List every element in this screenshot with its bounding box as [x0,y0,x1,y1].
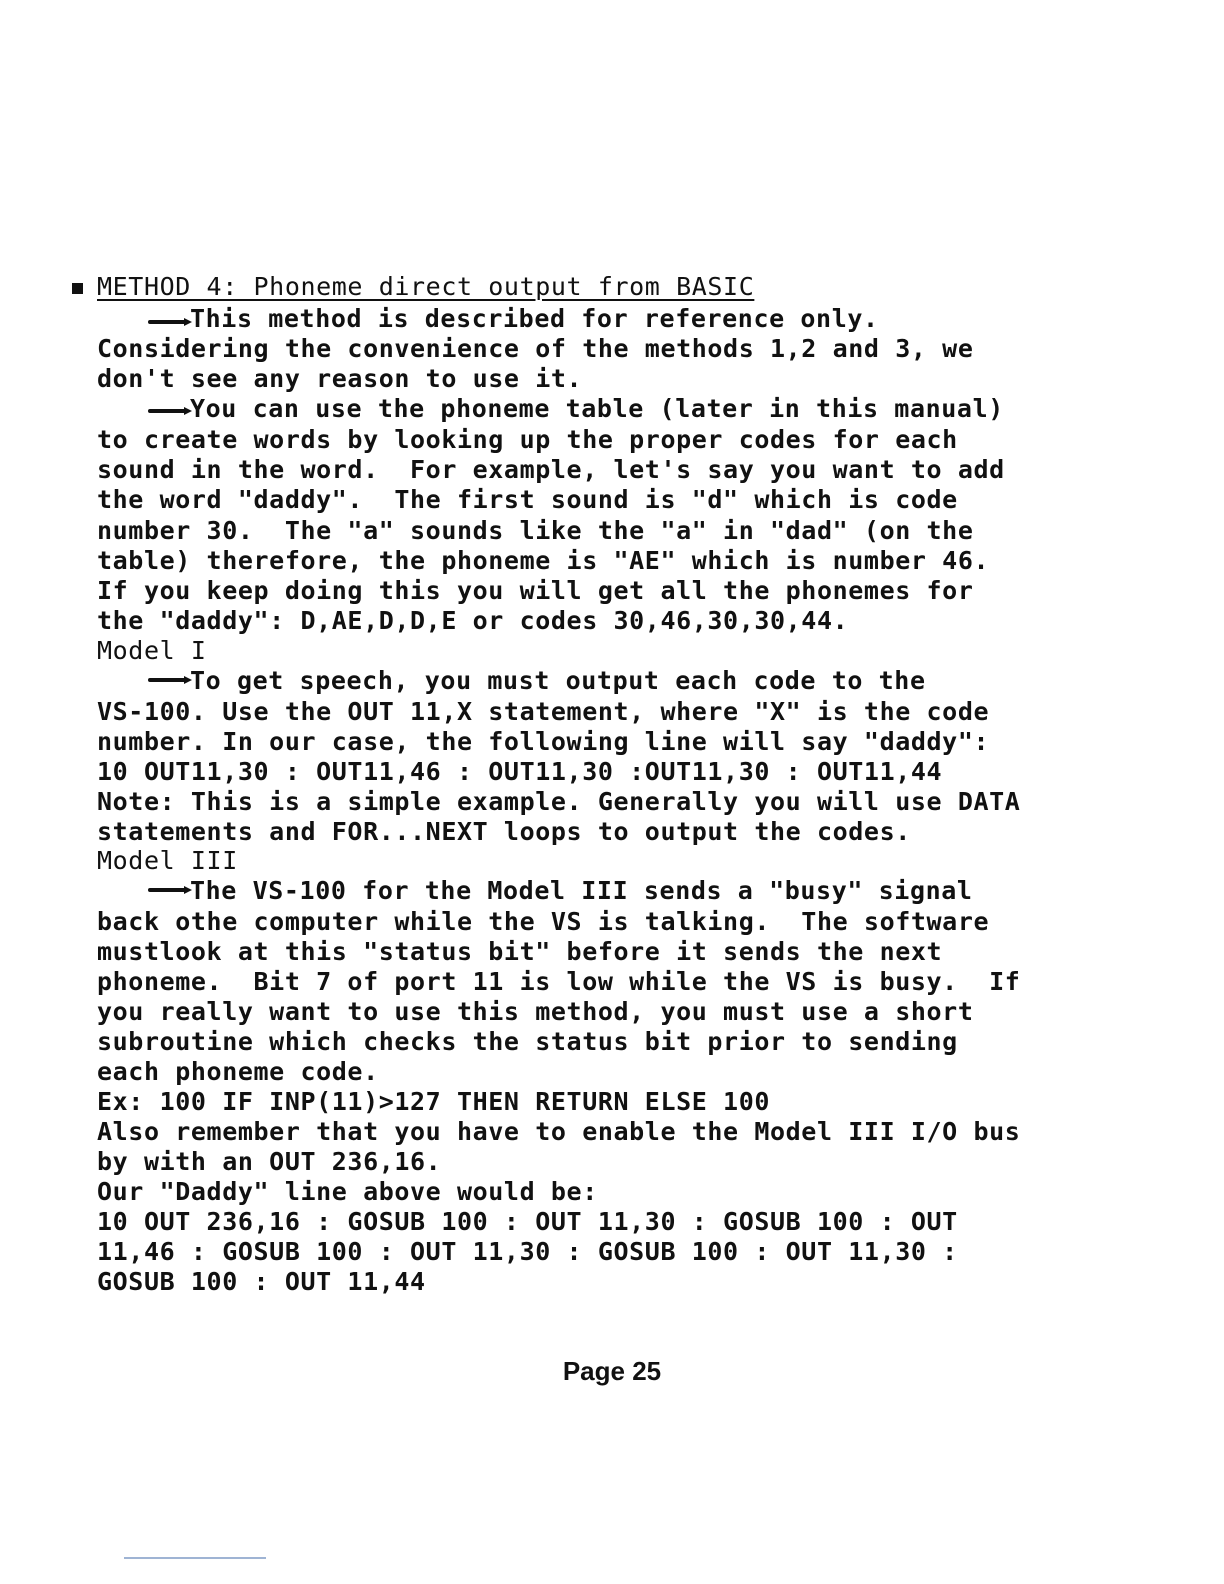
text-line: VS-100. Use the OUT 11,X statement, where "X" is the code [97,697,990,726]
subheading-model-iii: Model III [97,846,238,875]
text-line: phoneme. Bit 7 of port 11 is low while the VS is busy. If [97,967,1021,996]
code-line: GOSUB 100 : OUT 11,44 [97,1267,426,1296]
paragraph-arrow-icon [148,678,186,682]
text-line: Also remember that you have to enable the Model III I/O bus [97,1117,1021,1146]
text-line: to create words by looking up the proper codes for each [97,425,958,454]
text-line: subroutine which checks the status bit prior to sending [97,1027,958,1056]
code-line: Ex: 100 IF INP(11)>127 THEN RETURN ELSE 100 [97,1087,771,1116]
paragraph-arrow-icon [148,409,186,413]
code-line: 11,46 : GOSUB 100 : OUT 11,30 : GOSUB 100 : OUT 11,30 : [97,1237,958,1266]
text-line: number 30. The "a" sounds like the "a" in "dad" (on the [97,516,974,545]
text-line: This method is described for reference only. [190,304,879,333]
heading-bullet [72,283,83,294]
text-line: You can use the phoneme table (later in this manual) [190,394,1004,423]
text-line: Considering the convenience of the methods 1,2 and 3, we [97,334,974,363]
text-line: Our "Daddy" line above would be: [97,1177,598,1206]
text-line: table) therefore, the phoneme is "AE" which is number 46. [97,546,990,575]
text-line: the word "daddy". The first sound is "d" which is code [97,485,958,514]
subheading-model-i: Model I [97,636,207,665]
text-line: mustlook at this "status bit" before it sends the next [97,937,943,966]
text-line: number. In our case, the following line will say "daddy": [97,727,990,756]
text-line: Note: This is a simple example. Generally you will use DATA [97,787,1021,816]
section-heading: METHOD 4: Phoneme direct output from BASIC [97,272,755,301]
text-line: by with an OUT 236,16. [97,1147,442,1176]
text-line: If you keep doing this you will get all the phonemes for [97,576,974,605]
page-number: Page 25 [562,1356,662,1386]
text-line: each phoneme code. [97,1057,379,1086]
text-line: To get speech, you must output each code to the [190,666,926,695]
code-line: 10 OUT11,30 : OUT11,46 : OUT11,30 :OUT11,30 : OUT11,44 [97,757,943,786]
code-line: 10 OUT 236,16 : GOSUB 100 : OUT 11,30 : GOSUB 100 : OUT [97,1207,958,1236]
paragraph-arrow-icon [148,320,186,324]
text-line: statements and FOR...NEXT loops to output the codes. [97,817,911,846]
text-line: don't see any reason to use it. [97,364,583,393]
footer-rule [124,1557,266,1559]
text-line: sound in the word. For example, let's say you want to add [97,455,1005,484]
paragraph-arrow-icon [148,888,186,892]
text-line: The VS-100 for the Model III sends a "busy" signal [190,876,973,905]
text-line: back othe computer while the VS is talking. The software [97,907,990,936]
text-line: the "daddy": D,AE,D,D,E or codes 30,46,30,30,44. [97,606,849,635]
text-line: you really want to use this method, you must use a short [97,997,974,1026]
